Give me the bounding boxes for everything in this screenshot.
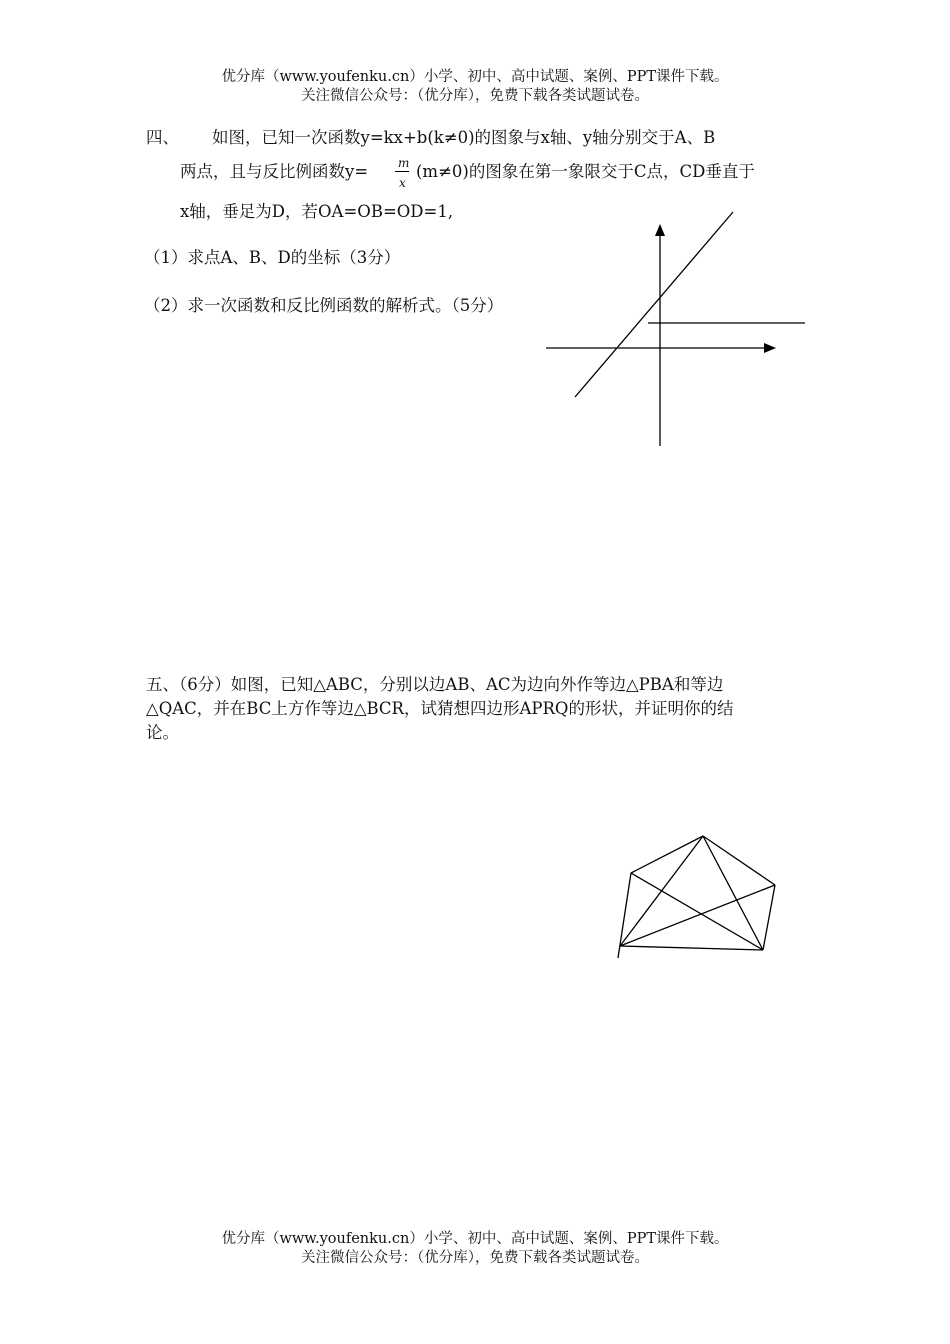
linear-function-line (575, 212, 733, 397)
coordinate-figure (546, 212, 805, 446)
problem5-line3: 论。 (146, 723, 179, 742)
problem5-line2: △QAC，并在BC上方作等边△BCR，试猜想四边形APRQ的形状，并证明你的结 (146, 699, 734, 718)
header-line-1: 优分库（www.youfenku.cn）小学、初中、高中试题、案例、PPT课件下载。 (221, 69, 729, 85)
footer-line-2: 关注微信公众号：（优分库），免费下载各类试题试卷。 (301, 1250, 649, 1266)
edge-top-right (703, 836, 775, 885)
fraction-denominator: x (399, 176, 406, 190)
edge-right-down (763, 885, 775, 950)
edge-bottom (620, 946, 763, 950)
problem4-number: 四、 (146, 128, 179, 147)
header-line-2: 关注微信公众号：（优分库），免费下载各类试题试卷。 (301, 88, 649, 104)
problem4-line2-pre: 两点，且与反比例函数y= (180, 162, 369, 181)
problem4-question-1: （1）求点A、B、D的坐标（3分） (144, 248, 401, 267)
page-footer (0, 1230, 950, 1268)
y-axis-arrow (655, 224, 665, 236)
fraction-numerator: m (398, 156, 410, 170)
problem4-line2-post: (m≠0)的图象在第一象限交于C点，CD垂直于 (416, 162, 755, 181)
problem4-question-2: （2）求一次函数和反比例函数的解析式。（5分） (144, 296, 504, 315)
edge-left-top (631, 836, 703, 873)
problem4-line1: 如图，已知一次函数y=kx+b(k≠0)的图象与x轴、y轴分别交于A、B (212, 128, 716, 147)
quadrilateral-figure (618, 836, 775, 958)
footer-line-1: 优分库（www.youfenku.cn）小学、初中、高中试题、案例、PPT课件下载。 (221, 1231, 729, 1247)
x-axis-arrow (764, 343, 776, 353)
problem5-line1: 五、（6分）如图，已知△ABC，分别以边AB、AC为边向外作等边△PBA和等边 (146, 675, 724, 694)
problem4-line3: x轴，垂足为D，若OA=OB=OD=1, (180, 202, 454, 221)
